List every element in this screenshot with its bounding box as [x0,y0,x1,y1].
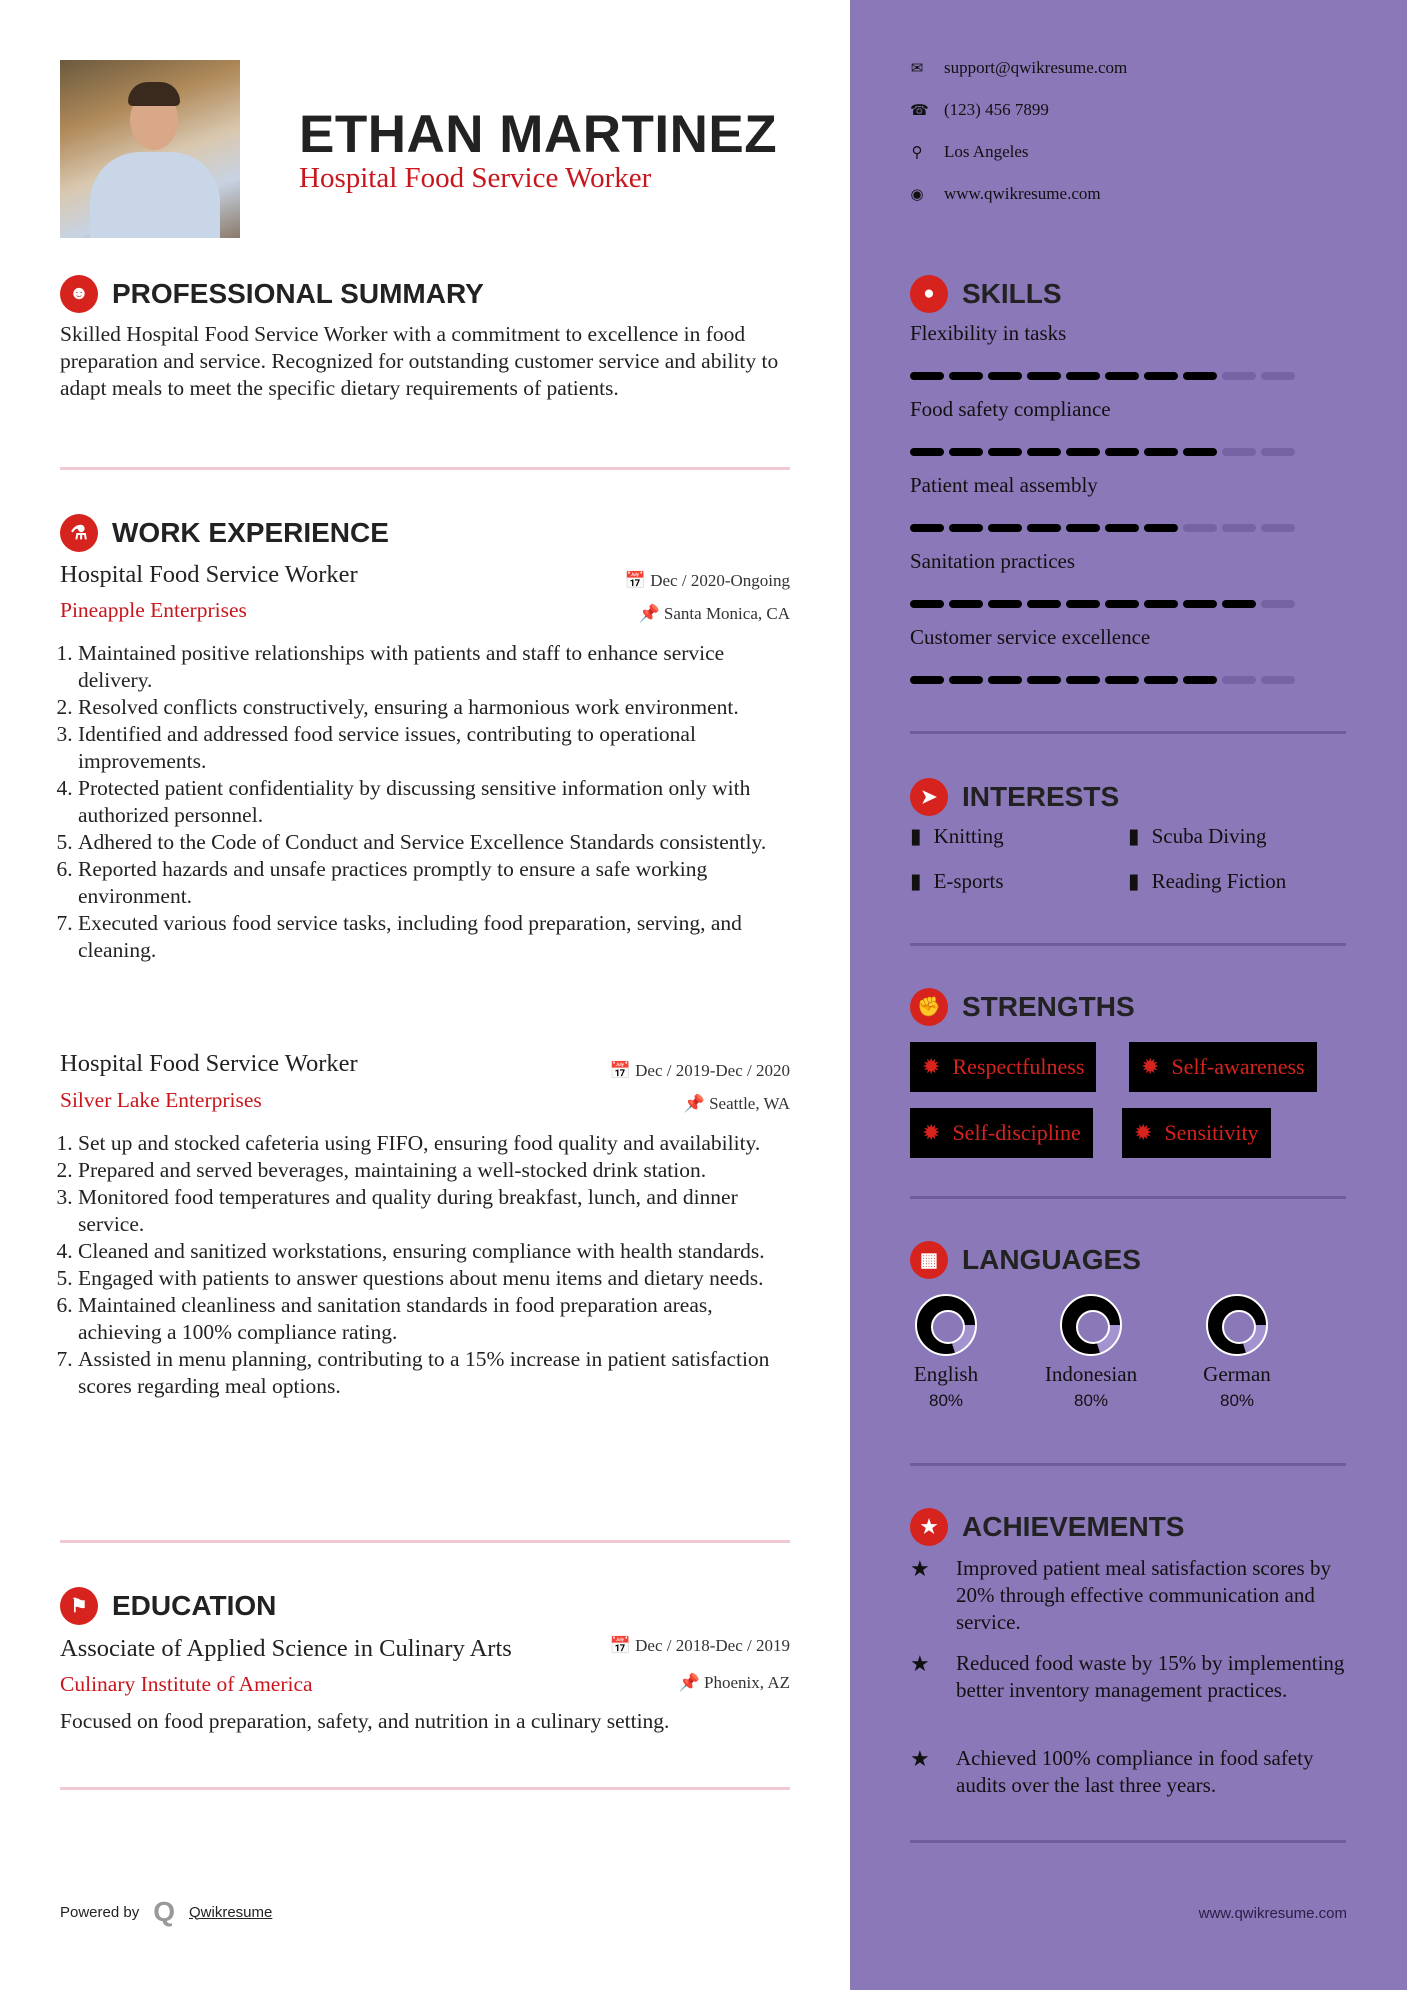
education-text: Focused on food preparation, safety, and nutrition in a culinary setting. [60,1709,670,1733]
skill-dash [1222,372,1256,380]
shooting-star-icon: ★ [910,1556,930,1581]
qwikresume-logo-icon: Q [153,1896,175,1927]
fist-icon: ✊ [910,988,948,1026]
achievement-text: Achieved 100% compliance in food safety audits over the last three years. [956,1746,1314,1797]
badge-icon: ✹ [1141,1054,1160,1079]
skill-dash [988,600,1022,608]
contact-phone [910,100,1049,120]
work-heading-text: WORK EXPERIENCE [112,517,389,548]
pin-icon: 📌 [683,1094,710,1113]
education-heading [60,1587,276,1625]
skill-label: Flexibility in tasks [910,321,1067,345]
map-pin-icon: ⚲ [911,144,923,161]
list-item: 3. Identified and addressed food service issues, contributing to operational improvements. [78,721,790,775]
language-donut [1206,1294,1268,1356]
strength-label: Self-discipline [952,1120,1081,1145]
skill-dash [910,600,944,608]
skill-label: Sanitation practices [910,549,1076,573]
footer-website[interactable]: www.qwikresume.com [1198,1905,1347,1922]
dates-text: Dec / 2020-Ongoing [650,571,790,590]
achievement-item [910,1650,1350,1704]
graduation-icon: ⚑ [60,1587,98,1625]
language-percent: 80% [1219,1391,1255,1410]
skill-dash [1027,600,1061,608]
list-item: 4. Protected patient confidentiality by discussing sensitive information only with authorized personnel. [78,775,790,829]
divider [910,943,1346,946]
achievements-heading-text: ACHIEVEMENTS [962,1511,1185,1542]
skill-dash [1261,372,1295,380]
list-item: 2. Prepared and served beverages, maintaining a well-stocked drink station. [78,1157,790,1184]
skill-dash [910,524,944,532]
location-text: Santa Monica, CA [663,604,790,623]
skill-dash [949,600,983,608]
work-heading [60,514,389,552]
skill-dash [949,676,983,684]
skill-level-bar [910,372,1295,380]
skill-dash [949,524,983,532]
skill-dash [1144,676,1178,684]
skill-dash [1222,524,1256,532]
location-text: Seattle, WA [709,1094,790,1113]
skill-dash [1066,524,1100,532]
strength-tag [1122,1108,1271,1158]
contact-email[interactable] [910,58,1127,78]
calendar-icon: 📅 [624,571,651,590]
skill-dash [1261,524,1295,532]
skill-dash [1261,676,1295,684]
book-icon: ▮ [1128,869,1140,893]
skill-dash [1066,372,1100,380]
skill-dash [988,676,1022,684]
powered-by-text: Powered by [60,1903,140,1921]
list-item: 3. Monitored food temperatures and quality during breakfast, lunch, and dinner service. [78,1184,790,1238]
skill-dash [1183,524,1217,532]
interest-label: E-sports [933,869,1004,893]
job-duties [60,640,790,964]
skill-dash [949,448,983,456]
skill-dash [1105,676,1139,684]
list-item: 1. Set up and stocked cafeteria using FIFO, ensuring food quality and availability. [78,1130,790,1157]
divider [60,467,790,470]
shooting-star-icon: ★ [910,1746,930,1771]
skill-dash [1027,524,1061,532]
list-item: 7. Executed various food service tasks, including food preparation, serving, and cleaning. [78,910,790,964]
strengths-heading-text: STRENGTHS [962,991,1135,1022]
language-donut [915,1294,977,1356]
skill-dash [1066,600,1100,608]
list-item: 4. Cleaned and sanitized workstations, ensuring compliance with health standards. [78,1238,790,1265]
list-item: 7. Assisted in menu planning, contributing to a 15% increase in patient satisfaction scores regarding meal options. [78,1346,790,1400]
shooting-star-icon: ★ [910,1651,930,1676]
book-icon: ▮ [910,824,922,848]
skill-dash [988,448,1022,456]
achievement-item [910,1555,1350,1636]
interest-item [1128,824,1266,849]
badge-icon: ✹ [922,1120,941,1145]
skill-dash [1105,600,1139,608]
achievement-text: Reduced food waste by 15% by implementing better inventory management practices. [956,1651,1345,1702]
skill-dash [1222,600,1256,608]
divider [910,1196,1346,1199]
skill-dash [1144,600,1178,608]
skill-level-bar [910,676,1295,684]
badge-icon: ✹ [1134,1120,1153,1145]
achievement-text: Improved patient meal satisfaction scores by 20% through effective communication and service. [956,1556,1331,1634]
job-location [390,1094,790,1114]
divider [910,731,1346,734]
job-title: Hospital Food Service Worker [60,1050,358,1077]
list-item: 6. Reported hazards and unsafe practices promptly to ensure a safe working environment. [78,856,790,910]
language-donut [1060,1294,1122,1356]
language-percent: 80% [928,1391,964,1410]
skill-dash [1027,676,1061,684]
calendar-icon: 📅 [609,1636,636,1655]
globe-icon: ◉ [910,186,924,203]
skill-label: Customer service excellence [910,625,1151,649]
education-dates [390,1636,790,1656]
degree: Associate of Applied Science in Culinary Arts [60,1635,512,1662]
list-item: 2. Resolved conflicts constructively, ensuring a harmonious work environment. [78,694,790,721]
skill-dash [1105,448,1139,456]
divider [910,1840,1346,1843]
summary-heading-text: PROFESSIONAL SUMMARY [112,278,484,309]
skill-dash [1261,448,1295,456]
skill-dash [1183,448,1217,456]
powered-by [60,1896,273,1927]
pin-icon: 📌 [638,604,664,623]
language-item [1021,1294,1161,1411]
divider [910,1463,1346,1466]
language-name: English [913,1362,979,1386]
languages-heading [910,1241,1141,1279]
job-title: Hospital Food Service Worker [60,561,358,588]
email-text: support@qwikresume.com [944,58,1128,77]
skill-dash [1027,372,1061,380]
summary-heading [60,275,484,313]
school: Culinary Institute of America [60,1672,313,1696]
badge-icon: ✹ [922,1054,941,1079]
skill-dash [1183,600,1217,608]
skill-dash [1144,372,1178,380]
user-icon: ☻ [60,275,98,313]
job-dates [390,1061,790,1081]
interest-item [1128,869,1286,894]
skill-dash [1183,676,1217,684]
qwikresume-link[interactable]: Qwikresume [189,1903,273,1921]
candidate-name: ETHAN MARTINEZ [299,105,778,164]
skill-dash [1105,372,1139,380]
skill-dash [1183,372,1217,380]
interest-item [910,869,1004,894]
skill-dash [1222,448,1256,456]
job-company: Pineapple Enterprises [60,598,247,622]
dates-text: Dec / 2019-Dec / 2020 [635,1061,790,1080]
skills-heading-text: SKILLS [962,278,1062,309]
skill-dash [1027,448,1061,456]
lightbulb-icon: ● [910,275,948,313]
interest-item [910,824,1004,849]
interest-label: Scuba Diving [1151,824,1267,848]
language-item [876,1294,1016,1411]
strength-tag [910,1042,1096,1092]
language-name: German [1203,1362,1271,1386]
skill-label: Patient meal assembly [910,473,1098,497]
job-duties [60,1130,790,1400]
languages-heading-text: LANGUAGES [962,1244,1141,1275]
skills-heading [910,275,1062,313]
summary-text: Skilled Hospital Food Service Worker with a commitment to excellence in food preparation and service. Recognized for outstanding customer service and ability to adapt meals to meet the specific dietary requirements of patients. [60,322,779,400]
star-icon: ★ [910,1508,948,1546]
strength-label: Respectfulness [952,1054,1085,1079]
location-text: Los Angeles [944,142,1029,161]
contact-website[interactable] [910,184,1101,204]
skill-label: Food safety compliance [910,397,1111,421]
contact-location [910,142,1029,162]
list-item: 5. Engaged with patients to answer questions about menu items and dietary needs. [78,1265,790,1292]
phone-text: (123) 456 7899 [944,100,1049,119]
achievements-heading [910,1508,1184,1546]
strengths-heading [910,988,1135,1026]
skill-dash [1105,524,1139,532]
skill-dash [988,372,1022,380]
calendar-icon: 📅 [609,1061,636,1080]
translate-icon: ▦ [910,1241,948,1279]
book-icon: ▮ [1128,824,1140,848]
skill-level-bar [910,600,1295,608]
job-location [390,604,790,624]
strength-tag [1129,1042,1317,1092]
website-text: www.qwikresume.com [944,184,1101,203]
list-item: 1. Maintained positive relationships with patients and staff to enhance service delivery. [78,640,790,694]
book-icon: ▮ [910,869,922,893]
pin-icon: 📌 [678,1673,705,1692]
skill-dash [1222,676,1256,684]
skill-dash [1066,448,1100,456]
paper-plane-icon: ➤ [910,778,948,816]
dates-text: Dec / 2018-Dec / 2019 [635,1636,790,1655]
strength-label: Sensitivity [1164,1120,1259,1145]
skill-dash [910,448,944,456]
interest-label: Reading Fiction [1151,869,1287,893]
skill-dash [1144,448,1178,456]
education-location [390,1673,790,1693]
list-item: 6. Maintained cleanliness and sanitation standards in food preparation areas, achieving a 100% compliance rating. [78,1292,790,1346]
list-item: 5. Adhered to the Code of Conduct and Service Excellence Standards consistently. [78,829,790,856]
skill-dash [1261,600,1295,608]
chair-icon: ⚗ [60,514,98,552]
strength-tag [910,1108,1093,1158]
interest-label: Knitting [933,824,1004,848]
skill-dash [1066,676,1100,684]
skill-level-bar [910,524,1295,532]
education-heading-text: EDUCATION [112,1590,277,1621]
language-name: Indonesian [1044,1362,1138,1386]
envelope-icon: ✉ [910,60,924,77]
interests-heading [910,778,1119,816]
achievement-item [910,1745,1350,1799]
language-item [1167,1294,1307,1411]
skill-dash [949,372,983,380]
skill-level-bar [910,448,1295,456]
strength-label: Self-awareness [1171,1054,1305,1079]
divider [60,1540,790,1543]
skill-dash [1144,524,1178,532]
job-company: Silver Lake Enterprises [60,1088,262,1112]
candidate-role: Hospital Food Service Worker [299,162,652,194]
job-dates [390,571,790,591]
divider [60,1787,790,1790]
language-percent: 80% [1073,1391,1109,1410]
skill-dash [910,676,944,684]
phone-icon: ☎ [910,102,929,119]
profile-photo [60,60,240,238]
location-text: Phoenix, AZ [704,1673,790,1692]
skill-dash [988,524,1022,532]
interests-heading-text: INTERESTS [962,781,1120,812]
skill-dash [910,372,944,380]
